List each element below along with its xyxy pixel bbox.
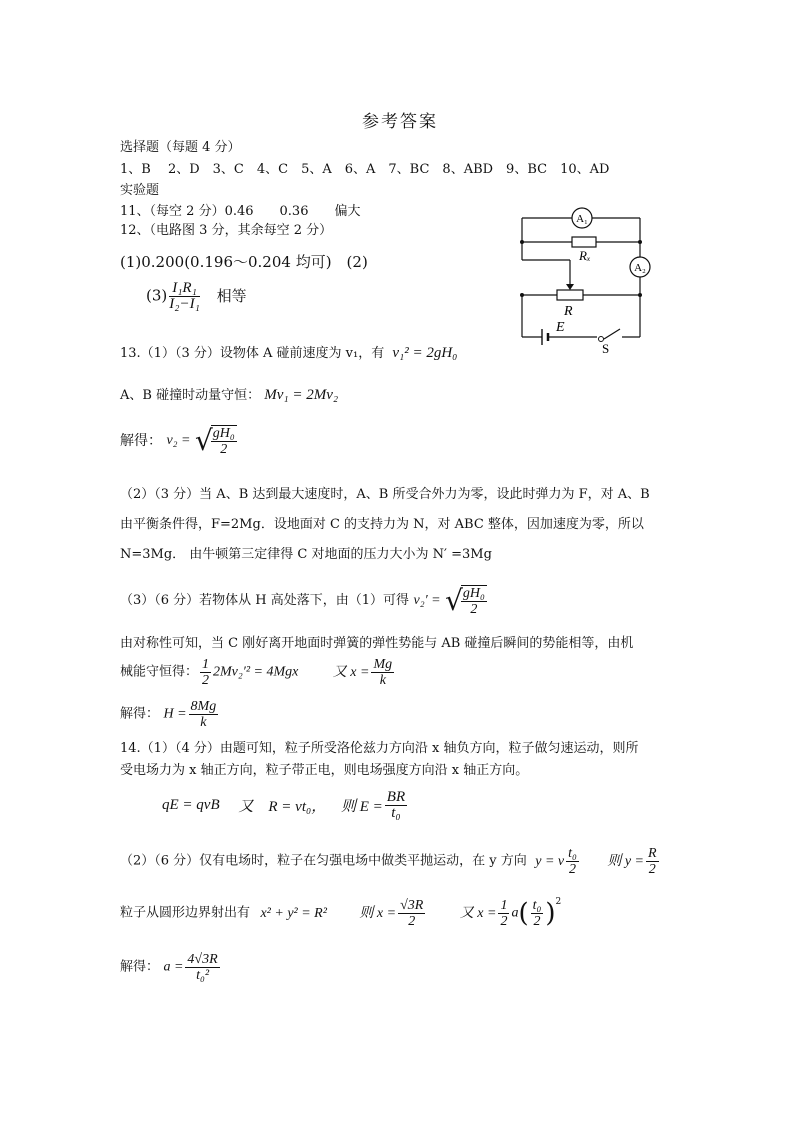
fraction-numerator: gH₀	[462, 586, 485, 601]
sqrt-radical-icon: √	[194, 424, 213, 457]
fraction-denominator: I₂−I₁	[169, 296, 200, 312]
q13-p6-text: 械能守恒得：	[120, 664, 199, 680]
fraction-denominator: 2	[202, 673, 210, 688]
q14-p4-inner-fraction	[531, 898, 544, 929]
half-fraction	[200, 657, 211, 688]
fraction-numerator: Mg	[373, 657, 393, 672]
q14-p2-fraction	[385, 790, 407, 821]
q13-p6-line1: 由对称性可知，当 C 刚好离开地面时弹簧的弹性势能与 AB 碰撞后瞬间的势能相等，由机	[120, 636, 634, 651]
q14-p5-lhs: a =	[163, 959, 184, 975]
ammeter-a2-label: A₂	[634, 262, 646, 274]
circuit-diagram	[512, 205, 652, 355]
q14-p4-f3-a: a	[511, 905, 519, 921]
q14-p1-line1: 14.（1）（4 分）由题可知，粒子所受洛伦兹力方向沿 x 轴负方向，粒子做匀速运动，则所	[120, 741, 639, 756]
q14-p3-f1: y = v	[535, 853, 565, 869]
ammeter-a1-label: A₁	[576, 213, 588, 225]
q14-p2-f2: 又 R = vt₀，	[238, 799, 327, 815]
q14-p4	[120, 898, 561, 929]
fraction-denominator: k	[200, 715, 207, 730]
q12-part3-suffix: 相等	[216, 286, 247, 305]
q13-p5-lhs: v₂′ =	[413, 593, 441, 608]
q11-answer: 11、（每空 2 分）0.46 0.36 偏大	[120, 204, 361, 219]
q13-p3-lhs: v₂ =	[166, 433, 191, 448]
q14-p2-f1: qE = qvB	[162, 797, 220, 813]
q12-heading: 12、（电路图 3 分，其余每空 2 分）	[120, 223, 333, 238]
mc-answers: 1、B 2、D 3、C 4、C 5、A 6、A 7、BC 8、ABD 9、BC 10、AD	[120, 162, 610, 177]
q13-p2	[120, 387, 338, 404]
r-label: R	[564, 304, 573, 319]
q13-p5-text: （3）（6 分）若物体从 H 高处落下，由（1）可得	[120, 593, 410, 608]
fraction-numerator: 1	[500, 898, 508, 913]
q13-p7-fraction	[189, 699, 219, 730]
fraction-numerator: 4√3R	[187, 952, 218, 967]
fraction-numerator: t₀	[568, 846, 577, 861]
q13-p4-line1: （2）（3 分）当 A、B 达到最大速度时，A、B 所受合外力为零，设此时弹力为 F，对 A、B	[120, 487, 650, 502]
open-paren-icon: (	[518, 898, 529, 929]
q14-p4-text: 粒子从圆形边界射出有	[120, 905, 251, 921]
fraction-denominator: 2	[569, 862, 576, 877]
q13-p6-also: 又 x =	[332, 664, 370, 680]
q13-p1-formula: v₁² = 2gH₀	[392, 345, 458, 361]
sqrt-radical-icon: √	[445, 584, 463, 617]
q14-p3-f1-fraction	[566, 846, 579, 877]
fraction-denominator: 2	[408, 914, 416, 929]
q13-p3-fraction	[211, 425, 237, 457]
fraction-numerator: BR	[386, 789, 406, 805]
fraction-denominator: t₀	[391, 805, 401, 821]
s-label: S	[602, 341, 610, 355]
half-fraction	[498, 898, 509, 929]
q13-p7	[120, 699, 220, 730]
q13-p1	[120, 345, 457, 362]
q14-p2	[162, 790, 409, 821]
q14-p1-line2: 受电场力为 x 轴正方向，粒子带正电，则电场强度方向沿 x 轴正方向。	[120, 763, 529, 778]
q13-p6-formula: 2Mv₂′² = 4Mgx	[213, 664, 299, 680]
q13-p1-text: 13.（1）（3 分）设物体 A 碰前速度为 v₁，有	[120, 346, 385, 361]
fraction-denominator: t₀²	[196, 968, 210, 983]
q13-p6-line2	[120, 657, 396, 688]
q13-p5	[120, 585, 489, 617]
q14-p5-text: 解得：	[120, 959, 160, 975]
fraction-numerator: gH₀	[212, 426, 235, 441]
q12-part1: (1)0.200(0.196～0.204 均可) (2)	[120, 253, 368, 271]
q14-p3-text: （2）（6 分）仅有电场时，粒子在匀强电场中做类平抛运动，在 y 方向	[120, 853, 527, 869]
q12-part3-fraction	[169, 281, 200, 312]
fraction-numerator: √3R	[400, 898, 424, 913]
fraction-denominator: 2	[500, 914, 508, 929]
q13-p6-fraction	[371, 657, 394, 688]
fraction-numerator: I₁R₁	[169, 281, 200, 297]
q13-p7-text: 解得：	[120, 706, 160, 722]
q12-part3-prefix: (3)	[146, 286, 168, 305]
exp-heading: 实验题	[120, 183, 160, 198]
fraction-denominator: 2	[533, 914, 541, 929]
q12-part3	[146, 281, 247, 312]
fraction-numerator: R	[648, 846, 657, 861]
q14-p4-f3: 又 x =	[459, 905, 497, 921]
q14-p4-f1: x² + y² = R²	[260, 905, 327, 921]
q14-p3-f2-fraction	[646, 846, 659, 877]
q14-p3-f2: 则 y =	[607, 853, 645, 869]
e-label: E	[556, 320, 565, 335]
fraction-numerator: 8Mg	[190, 699, 217, 714]
square-exponent: 2	[555, 897, 562, 907]
rx-label: Rₓ	[579, 248, 591, 263]
q14-p3	[120, 846, 661, 877]
page-title: 参考答案	[362, 112, 438, 132]
q14-p4-f2: 则 x =	[359, 905, 397, 921]
q13-p5-fraction	[461, 585, 487, 617]
q14-p5	[120, 952, 222, 983]
fraction-numerator: 1	[202, 657, 210, 672]
q14-p5-fraction	[185, 952, 219, 983]
fraction-denominator: 2	[648, 862, 656, 877]
q13-p4-line3: N=3Mg． 由牛顿第三定律得 C 对地面的压力大小为 N′ =3Mg	[120, 547, 492, 562]
q13-p7-lhs: H =	[163, 706, 187, 722]
fraction-denominator: 2	[470, 602, 478, 617]
mc-heading: 选择题（每题 4 分）	[120, 140, 241, 155]
close-paren-icon: )	[545, 898, 556, 929]
q13-p3-text: 解得：	[120, 433, 162, 449]
q13-p3	[120, 425, 239, 457]
q14-p2-f3: 则 E =	[341, 799, 383, 815]
fraction-numerator: t₀	[532, 898, 542, 913]
q13-p2-text: A、B 碰撞时动量守恒：	[120, 388, 261, 403]
fraction-denominator: k	[379, 673, 386, 688]
q14-p4-f2-fraction	[398, 898, 425, 929]
fraction-denominator: 2	[220, 442, 228, 457]
q13-p2-formula: Mv₁ = 2Mv₂	[264, 387, 339, 403]
q13-p4-line2: 由平衡条件得，F=2Mg．设地面对 C 的支持力为 N，对 ABC 整体，因加速度为零，所以	[120, 517, 644, 532]
